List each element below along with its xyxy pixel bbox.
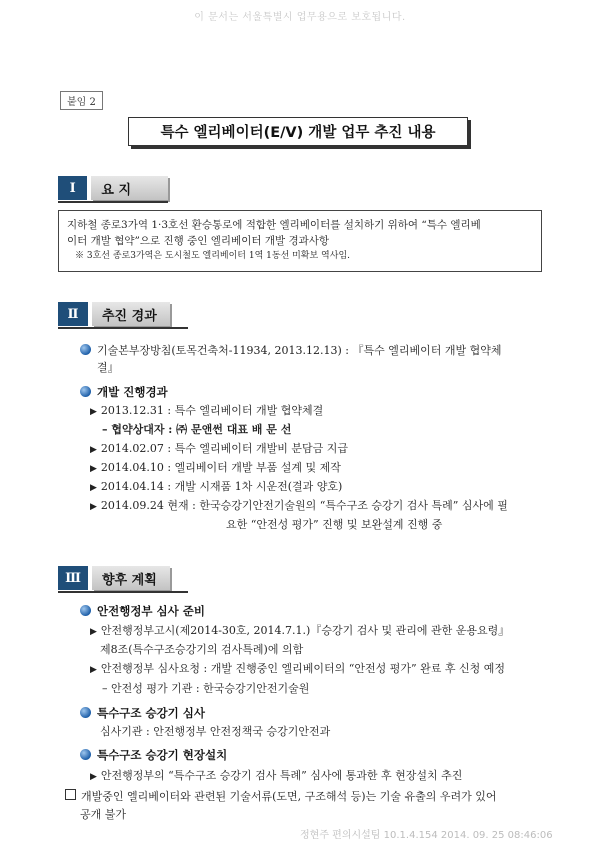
step-row [90, 461, 341, 476]
plan-row [90, 662, 505, 677]
triangle-bullet-icon: ▶ [90, 407, 97, 417]
plan-sub-row: – 안전성 평가 기관 : 한국승강기안전기술원 [102, 682, 310, 695]
plan-item-3 [80, 748, 227, 763]
plan-text: 안전행정부의 “특수구조 승강기 검사 특례” 심사에 통과한 후 현장설치 추진 [100, 769, 463, 782]
section-2-header [58, 302, 188, 326]
plan-item-2 [80, 706, 205, 721]
step-sub-row: – 협약상대자 : ㈜ 문앤썬 대표 배 문 선 [102, 423, 292, 436]
summary-note: ※ 3호선 종로3가역은 도시철도 엘리베이터 1역 1동선 미확보 역사임. [75, 251, 351, 261]
plan-item-1 [80, 604, 205, 619]
triangle-bullet-icon: ▶ [90, 772, 97, 782]
summary-line-2: 이터 개발 협약”으로 진행 중인 엘리베이터 개발 경과사항 [67, 235, 330, 247]
progress-item-2 [80, 385, 168, 400]
blue-bullet-icon [80, 749, 91, 760]
plan-row [90, 624, 509, 639]
step-text: 2014.04.10 : 엘리베이터 개발 부품 설계 및 제작 [100, 461, 341, 474]
checkbox-square-icon [65, 789, 76, 800]
progress-item-1-line-1: 기술본부장방침(토목건축처-11934, 2013.12.13) : 『특수 엘리베이터 개발 협약체 [97, 344, 502, 357]
section-3-label: 향후 계획 [92, 566, 170, 590]
plan-text: 안전행정부 심사요청 : 개발 진행중인 엘리베이터의 “안전성 평가” 완료 후 신청 예정 [100, 662, 505, 675]
triangle-bullet-icon: ▶ [90, 665, 97, 675]
summary-line-1: 지하철 종로3가역 1·3호선 환승통로에 적합한 엘리베이터를 설치하기 위하여 “특수 엘리베 [67, 219, 481, 231]
section-3-number: Ⅲ [58, 566, 88, 590]
section-2-label: 추진 경과 [92, 302, 170, 326]
blue-bullet-icon [80, 344, 91, 355]
page-title: 특수 엘리베이터(E/V) 개발 업무 추진 내용 [128, 117, 468, 146]
step-text: 2014.09.24 현재 : 한국승강기안전기술원의 “특수구조 승강기 검사 특례” 심사에 필 [100, 499, 508, 512]
section-1-number: Ⅰ [58, 176, 87, 200]
step-row [90, 480, 342, 495]
section-1-header [58, 176, 168, 200]
step-row [90, 442, 348, 457]
attachment-label: 붙임 2 [60, 91, 103, 110]
plan-item-3-title: 특수구조 승강기 현장설치 [97, 748, 228, 762]
watermark-text: 이 문서는 서울특별시 업무용으로 보호됩니다. [194, 12, 406, 23]
step-row [90, 499, 508, 514]
plan-item-2-text: 심사기관 : 안전행정부 안전정책국 승강기안전과 [100, 725, 331, 738]
summary-box [58, 210, 542, 272]
step-text: 2014.02.07 : 특수 엘리베이터 개발비 분담금 지급 [100, 442, 348, 455]
step-text: 2013.12.31 : 특수 엘리베이터 개발 협약체결 [100, 404, 324, 417]
section-3-header [58, 566, 188, 590]
blue-bullet-icon [80, 386, 91, 397]
section-3-underline [58, 591, 188, 593]
section-1-underline [58, 201, 168, 203]
section-1-label: 요 지 [91, 176, 168, 200]
triangle-bullet-icon: ▶ [90, 627, 97, 637]
footer-stamp: 정현주 편의시설팀 10.1.4.154 2014. 09. 25 08:46:06 [300, 830, 553, 841]
plan-text: 안전행정부고시(제2014-30호, 2014.7.1.)『승강기 검사 및 관리에 관한 운용요령』 [100, 624, 510, 637]
blue-bullet-icon [80, 605, 91, 616]
triangle-bullet-icon: ▶ [90, 464, 97, 474]
section-2-underline [58, 327, 188, 329]
closing-note [65, 789, 496, 804]
progress-item-1 [80, 344, 501, 358]
closing-note-line-2: 공개 불가 [80, 808, 127, 821]
step-row [90, 404, 323, 419]
step-continuation: 요한 “안전성 평가” 진행 및 보완설계 진행 중 [226, 518, 443, 531]
blue-bullet-icon [80, 707, 91, 718]
progress-item-2-title: 개발 진행경과 [97, 385, 168, 399]
step-text: 2014.04.14 : 개발 시재품 1차 시운전(결과 양호) [100, 480, 343, 493]
plan-row [90, 769, 462, 784]
triangle-bullet-icon: ▶ [90, 445, 97, 455]
closing-note-line-1: 개발중인 엘리베이터와 관련된 기술서류(도면, 구조해석 등)는 기술 유출의 우려가 있어 [81, 790, 497, 803]
plan-item-1-title: 안전행정부 심사 준비 [97, 604, 205, 618]
plan-item-2-title: 특수구조 승강기 심사 [97, 706, 205, 720]
triangle-bullet-icon: ▶ [90, 483, 97, 493]
section-2-number: Ⅱ [58, 302, 88, 326]
plan-continuation: 제8조(특수구조승강기의 검사특례)에 의함 [100, 643, 304, 656]
triangle-bullet-icon: ▶ [90, 502, 97, 512]
progress-item-1-line-2: 결』 [97, 361, 119, 374]
